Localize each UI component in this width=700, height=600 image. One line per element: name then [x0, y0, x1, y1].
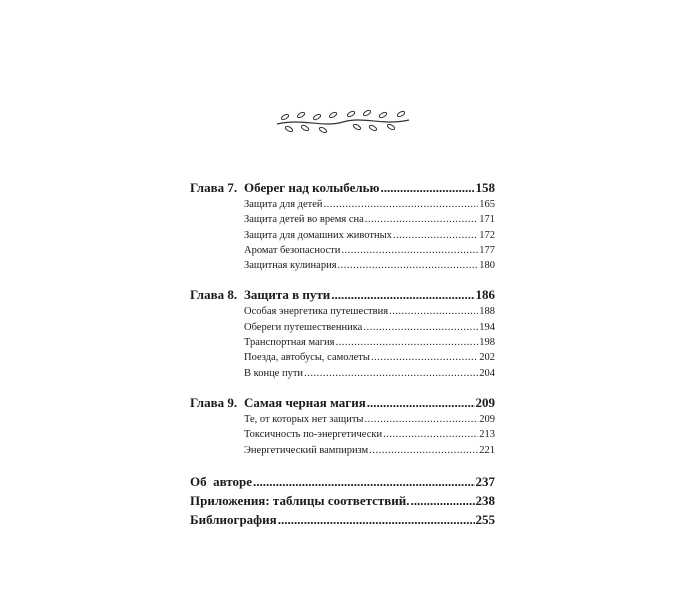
page-number: 158 — [475, 180, 495, 195]
page-number: 209 — [479, 413, 495, 425]
chapter-8 — [190, 287, 495, 382]
dot-leader — [341, 245, 478, 256]
page-number: 255 — [475, 511, 495, 527]
chapter-title: Самая черная магия — [244, 394, 366, 410]
dot-leader — [364, 414, 478, 425]
chapter-9 — [190, 395, 495, 460]
chapter-label: Глава 9. — [190, 394, 238, 410]
dot-leader — [393, 230, 478, 241]
section-entry[interactable] — [190, 322, 495, 337]
page-number: 198 — [479, 337, 495, 349]
section-title: Защита детей во время сна — [244, 214, 364, 226]
page-number: 180 — [479, 260, 495, 272]
page-number: 165 — [479, 199, 495, 210]
section-title: Те, от которых нет защиты — [244, 413, 364, 425]
laurel-ornament-icon — [273, 108, 413, 136]
section-entry[interactable] — [190, 429, 495, 444]
dot-leader — [371, 352, 478, 363]
section-entry[interactable] — [190, 260, 495, 275]
dot-leader — [278, 512, 475, 528]
back-matter-entry[interactable] — [190, 493, 495, 512]
page-number: 238 — [475, 492, 495, 508]
chapter-title: Оберег над колыбелью — [244, 180, 380, 195]
page-number: 172 — [479, 229, 495, 241]
table-of-contents — [190, 180, 495, 531]
chapter-heading[interactable] — [190, 287, 495, 306]
section-entry[interactable] — [190, 414, 495, 429]
chapter-label: Глава 7. — [190, 180, 238, 195]
section-entry[interactable] — [190, 337, 495, 352]
page-number: 188 — [479, 306, 495, 318]
page-number: 171 — [479, 214, 495, 226]
section-title: Транспортная магия — [244, 337, 335, 349]
section-title: Защитная кулинария — [244, 260, 337, 272]
dot-leader — [389, 306, 478, 317]
chapter-label: Глава 8. — [190, 287, 238, 303]
dot-leader — [367, 395, 475, 411]
page-number: 204 — [479, 367, 495, 379]
section-title: Обереги путешественника — [244, 321, 363, 333]
dot-leader — [336, 337, 479, 348]
page-number: 237 — [475, 473, 495, 489]
dot-leader — [380, 180, 474, 196]
dot-leader — [411, 493, 475, 509]
page-number: 221 — [479, 444, 495, 456]
dot-leader — [338, 260, 479, 271]
section-title: Защита для детей — [244, 199, 323, 210]
section-title: Особая энергетика путешествия — [244, 306, 389, 318]
section-title: Защита для домашних животных — [244, 229, 392, 241]
dot-leader — [253, 474, 474, 490]
page-number: 202 — [479, 352, 495, 364]
section-entry[interactable] — [190, 230, 495, 245]
page-number: 209 — [475, 394, 495, 410]
page-number: 213 — [479, 429, 495, 441]
section-entry[interactable] — [190, 214, 495, 229]
dot-leader — [365, 214, 478, 225]
chapter-heading[interactable] — [190, 395, 495, 414]
section-title: В конце пути — [244, 367, 304, 379]
back-matter — [190, 474, 495, 531]
page-number: 194 — [479, 321, 495, 333]
back-matter-entry[interactable] — [190, 512, 495, 531]
dot-leader — [363, 322, 478, 333]
page-number: 177 — [479, 244, 495, 256]
back-matter-entry[interactable] — [190, 474, 495, 493]
back-matter-title: Приложения: таблицы соответствий. — [190, 492, 410, 508]
chapter-title: Защита в пути — [244, 287, 331, 303]
chapter-heading[interactable] — [190, 180, 495, 199]
dot-leader — [304, 368, 478, 379]
back-matter-title: Библиография — [190, 511, 277, 527]
section-entry[interactable] — [190, 306, 495, 321]
back-matter-title: Об авторе — [190, 473, 253, 489]
chapter-7 — [190, 180, 495, 275]
section-entry[interactable] — [190, 352, 495, 367]
page-number: 186 — [475, 287, 495, 303]
section-entry[interactable] — [190, 368, 495, 383]
section-entry[interactable] — [190, 245, 495, 260]
dot-leader — [331, 287, 474, 303]
section-title: Токсичность по-энергетически — [244, 429, 383, 441]
dot-leader — [324, 199, 479, 210]
section-title: Поезда, автобусы, самолеты — [244, 352, 370, 364]
section-title: Аромат безопасности — [244, 244, 341, 256]
section-title: Энергетический вампиризм — [244, 444, 369, 456]
dot-leader — [369, 445, 478, 456]
dot-leader — [383, 429, 478, 440]
section-entry[interactable] — [190, 445, 495, 460]
section-entry[interactable] — [190, 199, 495, 214]
